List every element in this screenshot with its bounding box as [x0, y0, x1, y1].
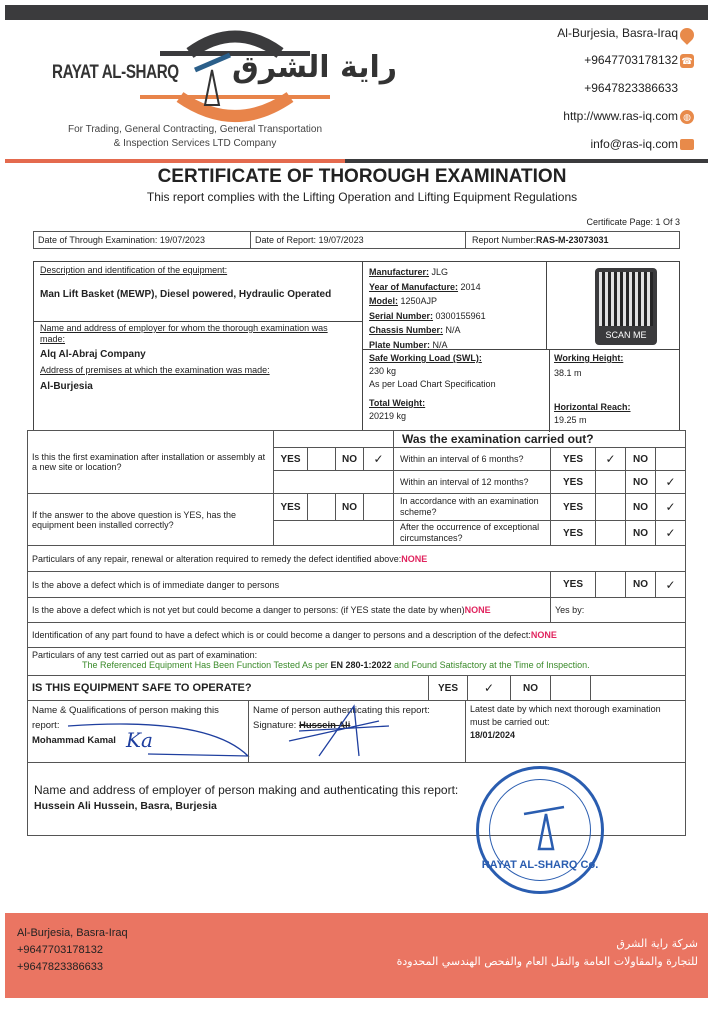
- yes-label: YES: [273, 447, 308, 471]
- swl-value: 230 kg: [369, 366, 397, 376]
- qr-code[interactable]: [595, 268, 657, 345]
- page-number: Certificate Page: 1 Of 3: [586, 217, 680, 227]
- defect-identification-row: Identification of any part found to have a defect which is or could become a danger to persons and a description of the defect: NONE: [27, 622, 686, 648]
- stamp-text: RAYAT AL-SHARQ Co.: [481, 859, 599, 871]
- employer-label: Name and address of employer of person making and authenticating this report:: [34, 783, 459, 797]
- blank-cell: [590, 675, 686, 701]
- brand-name: RAYAT AL-SHARQ: [52, 62, 179, 83]
- future-danger-question: Is the above a defect which is not yet but could become a danger to persons: (if YES state the date by when) NONE: [27, 597, 551, 623]
- contact-phone[interactable]: +9647823386633: [584, 81, 678, 95]
- location-pin-icon: [677, 25, 697, 45]
- tests-row: [27, 647, 686, 676]
- no-label: NO: [335, 447, 364, 471]
- report-number-label: Report Number:: [472, 235, 537, 245]
- yes-label: YES: [550, 571, 596, 598]
- auth-label: Name of person authenticating this report:: [253, 705, 430, 716]
- report-date: Date of Report: 19/07/2023: [250, 231, 466, 249]
- phone-icon: ☎: [681, 56, 693, 66]
- oil-pump-icon: [519, 799, 569, 854]
- next-exam-date: 18/01/2024: [470, 730, 516, 740]
- yes-checkbox[interactable]: [595, 470, 626, 494]
- examination-scheme: In accordance with an examination scheme?: [393, 493, 551, 521]
- none-value: NONE: [530, 630, 557, 640]
- no-checkbox-checked[interactable]: ✓: [655, 493, 686, 521]
- report-number: [465, 231, 680, 249]
- no-label: NO: [625, 493, 656, 521]
- blank-cell: [273, 520, 394, 546]
- height-label: Working Height:: [554, 353, 624, 363]
- serial: Serial Number: 0300155961: [369, 310, 486, 321]
- no-label: NO: [625, 571, 656, 598]
- maker-label: Name & Qualifications of person making this report:: [32, 705, 219, 731]
- certificate-title: CERTIFICATE OF THOROUGH EXAMINATION: [157, 166, 567, 187]
- question-installed-correctly: If the answer to the above question is YES, has the equipment been installed correctly?: [27, 493, 274, 546]
- no-checkbox[interactable]: [655, 447, 686, 471]
- tagline-line: & Inspection Services LTD Company: [113, 138, 277, 149]
- divider: [5, 159, 345, 163]
- company-stamp: [476, 766, 604, 894]
- premises-label: Address of premises at which the examination was made:: [40, 365, 270, 375]
- no-checkbox-checked[interactable]: ✓: [363, 447, 394, 471]
- equipment-description-box: [33, 261, 363, 431]
- contact-website[interactable]: http://www.ras-iq.com: [563, 109, 678, 123]
- yes-label: YES: [428, 675, 468, 701]
- report-number-value: RAS-M-23073031: [536, 235, 609, 245]
- footer-phone: +9647823386633: [17, 961, 103, 973]
- yes-label: YES: [273, 493, 308, 521]
- next-exam-cell: [465, 700, 686, 763]
- question-first-exam: Is this the first examination after installation or assembly at a new site or location?: [27, 430, 274, 494]
- model: Model: 1250AJP: [369, 296, 438, 306]
- swl-label: Safe Working Load (SWL):: [369, 353, 482, 363]
- contact-phone[interactable]: +9647703178132: [584, 53, 678, 67]
- certificate-subtitle: This report complies with the Lifting Operation and Lifting Equipment Regulations: [146, 190, 578, 204]
- year: Year of Manufacture: 2014: [369, 281, 481, 292]
- no-label: NO: [335, 493, 364, 521]
- yes-checkbox-checked[interactable]: ✓: [467, 675, 511, 701]
- yes-checkbox-checked[interactable]: ✓: [595, 447, 626, 471]
- email-icon: [680, 139, 694, 150]
- exam-carried-out-header: Was the examination carried out?: [393, 430, 686, 448]
- tests-label: Particulars of any test carried out as part of examination:: [32, 650, 258, 660]
- reach-label: Horizontal Reach:: [554, 402, 631, 412]
- equipment-description: Man Lift Basket (MEWP), Diesel powered, Hydraulic Operated: [40, 289, 332, 300]
- equipment-specs-box: [362, 261, 680, 431]
- top-bar: [5, 5, 708, 20]
- chassis: Chassis Number: N/A: [369, 325, 461, 335]
- yes-checkbox[interactable]: [595, 571, 626, 598]
- immediate-danger-question: Is the above a defect which is of immediate danger to persons: [27, 571, 551, 598]
- employer-label: Name and address of employer for whom the thorough examination was made:: [40, 323, 328, 344]
- interval-6-months: Within an interval of 6 months?: [393, 447, 551, 471]
- none-value: NONE: [401, 553, 428, 564]
- maker-signature: Ka: [126, 728, 153, 752]
- yes-checkbox[interactable]: [595, 493, 626, 521]
- no-label: NO: [625, 520, 656, 546]
- footer-phone: +9647703178132: [17, 944, 103, 956]
- yes-checkbox[interactable]: [595, 520, 626, 546]
- tagline: [40, 123, 350, 151]
- yes-label: YES: [550, 470, 596, 494]
- globe-icon: ◍: [680, 110, 694, 124]
- next-exam-label: Latest date by which next thorough examination must be carried out:: [470, 704, 661, 727]
- divider: [345, 159, 708, 163]
- blank-cell: [273, 430, 394, 448]
- no-label: NO: [625, 447, 656, 471]
- signature-stroke-icon: [279, 701, 389, 763]
- weight-label: Total Weight:: [369, 398, 426, 408]
- signature-stroke-icon: [58, 716, 258, 761]
- no-label: NO: [510, 675, 551, 701]
- height-value: 38.1 m: [554, 368, 582, 378]
- no-checkbox-checked[interactable]: ✓: [655, 470, 686, 494]
- exam-date: Date of Through Examination: 19/07/2023: [33, 231, 251, 249]
- reach-value: 19.25 m: [554, 415, 587, 425]
- contact-email[interactable]: info@ras-iq.com: [590, 137, 678, 151]
- manufacturer: Manufacturer: JLG: [369, 267, 449, 277]
- none-value: NONE: [464, 605, 491, 615]
- plate: Plate Number: N/A: [369, 339, 448, 350]
- employer-value: Hussein Ali Hussein, Basra, Burjesia: [34, 800, 217, 812]
- weight-value: 20219 kg: [369, 411, 407, 421]
- footer-arabic-tagline: للتجارة والمقاولات العامة والنقل العام والفحص الهندسي المحدودة: [396, 955, 698, 968]
- authenticator-cell: [248, 700, 466, 763]
- auth-signature: Signature: Hussein Ali: [253, 720, 351, 731]
- blank-cell: [273, 470, 394, 494]
- contact-address: Al-Burjesia, Basra-Iraq: [557, 26, 678, 40]
- footer: [5, 913, 708, 998]
- repair-row: Particulars of any repair, renewal or alteration required to remedy the defect identified above: NONE: [27, 545, 686, 572]
- qr-label: SCAN ME: [605, 330, 647, 340]
- yes-label: YES: [550, 493, 596, 521]
- yes-label: YES: [550, 520, 596, 546]
- yes-checkbox[interactable]: [307, 447, 336, 471]
- premises-value: Al-Burjesia: [40, 381, 93, 392]
- employer-name: Alq Al-Abraj Company: [40, 349, 146, 360]
- yes-by-field[interactable]: Yes by:: [550, 597, 686, 623]
- report-maker-cell: [27, 700, 249, 763]
- footer-address: Al-Burjesia, Basra-Iraq: [17, 927, 128, 939]
- no-checkbox[interactable]: [550, 675, 591, 701]
- tests-value: The Referenced Equipment Has Been Function Tested As per EN 280-1:2022 and Found Satisfactory at the Time of Inspection.: [82, 660, 590, 670]
- brand-name-arabic: راية الشرق: [232, 50, 398, 85]
- no-checkbox-checked[interactable]: ✓: [655, 520, 686, 546]
- desc-label: Description and identification of the equipment:: [40, 265, 228, 275]
- exceptional-circumstances: After the occurrence of exceptional circumstances?: [393, 520, 551, 546]
- yes-checkbox[interactable]: [307, 493, 336, 521]
- no-checkbox-checked[interactable]: ✓: [655, 571, 686, 598]
- footer-arabic-name: شركة راية الشرق: [616, 937, 698, 950]
- interval-12-months: Within an interval of 12 months?: [393, 470, 551, 494]
- no-label: NO: [625, 470, 656, 494]
- safe-to-operate-question: IS THIS EQUIPMENT SAFE TO OPERATE?: [27, 675, 429, 701]
- tagline-line: For Trading, General Contracting, General Transportation: [67, 124, 323, 135]
- yes-label: YES: [550, 447, 596, 471]
- swl-note: As per Load Chart Specification: [369, 379, 496, 389]
- no-checkbox[interactable]: [363, 493, 394, 521]
- maker-name: Mohammad Kamal: [32, 735, 116, 746]
